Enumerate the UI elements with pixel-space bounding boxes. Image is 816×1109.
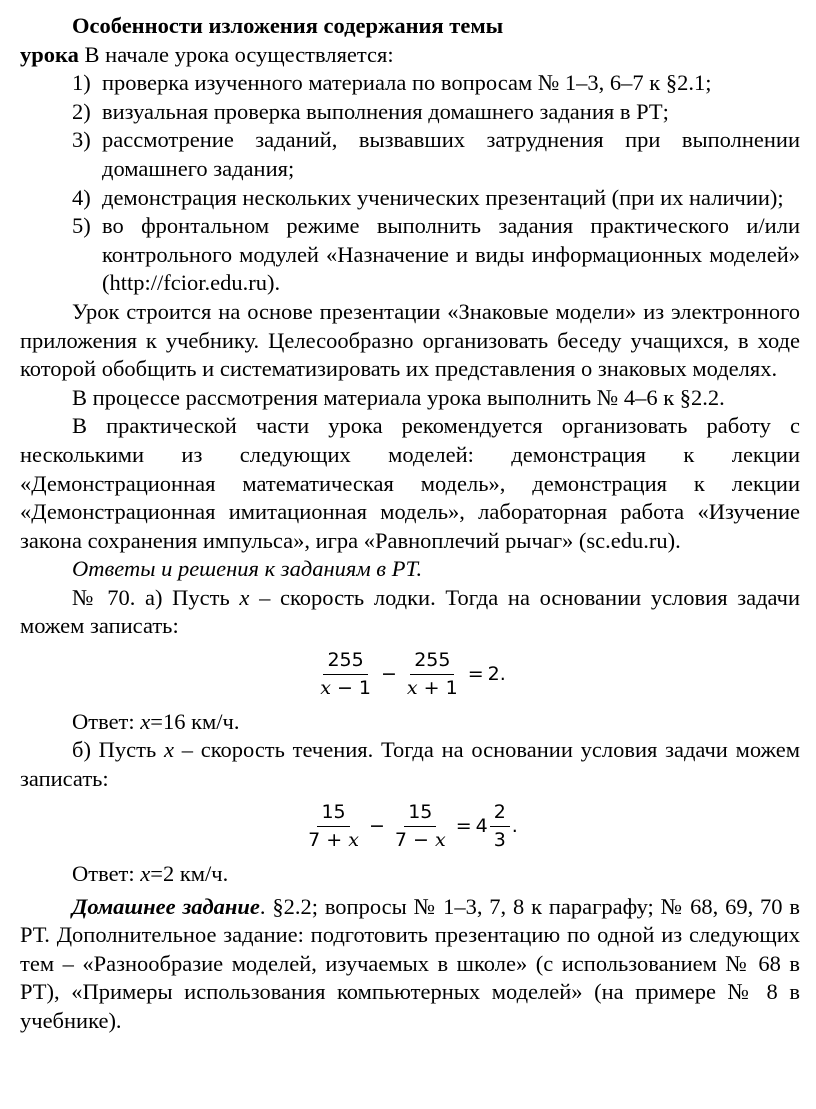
task-70a: № 70. а) Пусть x – скорость лодки. Тогда на основании условия задачи можем записать: bbox=[20, 584, 800, 639]
list-item: 1) проверка изученного материала по вопросам № 1–3, 6–7 к §2.1; bbox=[72, 70, 712, 96]
list-item: 2) визуальная проверка выполнения домашнего задания в РТ; bbox=[72, 98, 669, 124]
answers-heading: Ответы и решения к заданиям в РТ. bbox=[72, 556, 423, 582]
task-70b: б) Пусть x – скорость течения. Тогда на основании условия задачи можем записать: bbox=[20, 737, 800, 791]
mixed-number: 4 $\frac{2}{3}$ . bbox=[475, 801, 518, 852]
list-item: 4) демонстрация нескольких ученических презентаций (при их наличии); bbox=[72, 184, 784, 210]
title-bold-word: урока bbox=[20, 41, 79, 67]
intro-text: В начале урока осуществляется: bbox=[78, 41, 394, 67]
list-item: 5) во фронтальном режиме выполнить задания практического и/или контрольного модулей «Назначение и виды информационных моделей» (http://fcior.edu.ru). bbox=[72, 213, 800, 296]
paragraph-practical: В практической части урока рекомендуется организовать работу с несколькими из следующих моделей: демонстрация к лекции «Демонстрационная математическая модель», демонстрация к лекции «Демонстрационная имитационная модель», лабораторная работа «Изучение закона сохранения импульса», игра «Равноплечий рычаг» (sc.edu.ru). bbox=[20, 413, 800, 553]
homework-label: Домашнее задание bbox=[72, 893, 260, 919]
fraction: $\frac{15}{7 - x}$ bbox=[394, 801, 446, 852]
paragraph-presentation: Урок строится на основе презентации «Знаковые модели» из электронного приложения к учебнику. Целесообразно организовать беседу учащихся, в ходе которой обобщить и систематизировать их представления о знаковых моделях. bbox=[20, 298, 800, 382]
answer-b: Ответ: x=2 км/ч. bbox=[72, 861, 229, 887]
formula-boat: $\frac{255}{x - 1}$ − $\frac{255}{x + 1}$ = 2. bbox=[20, 649, 800, 700]
fraction: $\frac{255}{x + 1}$ bbox=[406, 649, 458, 699]
lesson-start-list bbox=[20, 69, 800, 298]
homework: Домашнее задание. §2.2; вопросы № 1–3, 7, 8 к параграфу; № 68, 69, 70 в РТ. Дополнительное задание: подготовить презентацию по одной из следующих тем – «Разнообразие моделей, изучаемых в школе» (с использованием № 68 в РТ), «Примеры использования компьютерных моделей» (на примере № 8 в учебнике). bbox=[20, 893, 800, 1033]
intro-line bbox=[20, 41, 800, 70]
list-item: 3) рассмотрение заданий, вызвавших затруднения при выполнении домашнего задания; bbox=[72, 127, 800, 181]
paragraph-exercises: В процессе рассмотрения материала урока выполнить № 4–6 к §2.2. bbox=[72, 384, 725, 410]
fraction: $\frac{255}{x - 1}$ bbox=[320, 649, 371, 699]
answer-a: Ответ: x=16 км/ч. bbox=[72, 708, 240, 734]
formula-current: $\frac{15}{7 + x}$ − $\frac{15}{7 - x}$ = 4 $\frac{2}{3}$ . bbox=[20, 801, 800, 852]
fraction: $\frac{15}{7 + x}$ bbox=[308, 801, 359, 852]
section-title: Особенности изложения содержания темы bbox=[72, 13, 504, 38]
